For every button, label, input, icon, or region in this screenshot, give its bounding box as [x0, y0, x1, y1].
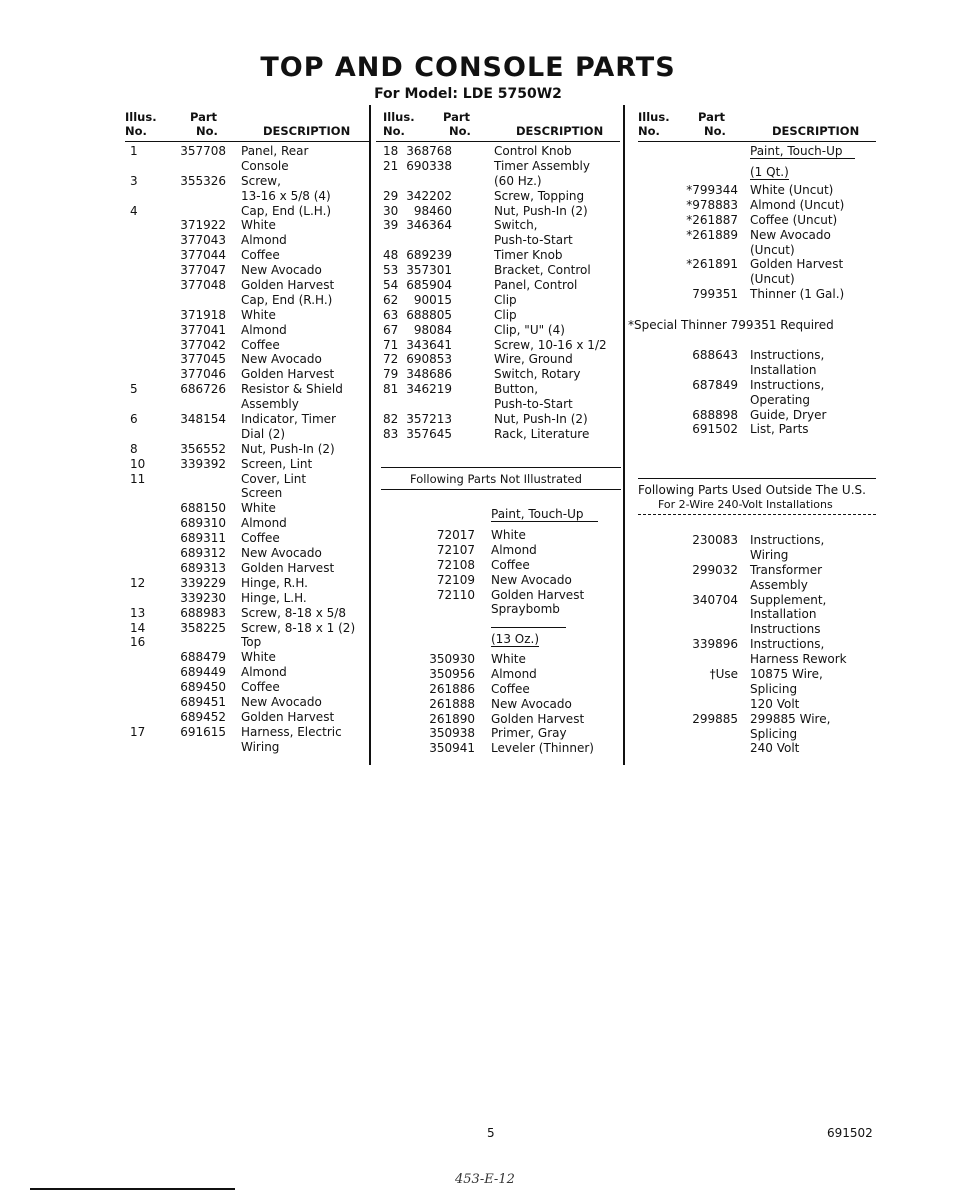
description: Assembly [750, 577, 808, 592]
illus-number: 54 [383, 278, 399, 293]
part-number: 340704 [692, 592, 738, 607]
part-number: 339230 [180, 590, 226, 605]
illus-number: 16 [130, 635, 146, 650]
part-number: †Use [709, 667, 738, 682]
description: Spraybomb [491, 602, 560, 617]
description: Push-to-Start [494, 397, 573, 412]
part-label: Part [443, 110, 471, 124]
illus-number: 81 [383, 382, 399, 397]
size-label: (13 Oz.) [491, 632, 540, 646]
part-number: 261890 [429, 711, 475, 726]
description: White [241, 650, 276, 665]
part-number: 357213 [406, 412, 452, 427]
description: New Avocado [241, 352, 322, 367]
description: 13-16 x 5/8 (4) [241, 188, 331, 203]
illus-number: 18 [383, 144, 399, 158]
illus-number: 63 [383, 307, 399, 322]
description: Wire, Ground [494, 352, 573, 367]
part-number: 371922 [180, 218, 226, 233]
part-number: 689310 [180, 516, 226, 531]
description: Rack, Literature [494, 426, 590, 441]
illus-number: 4 [130, 203, 138, 218]
part-number: 689450 [180, 680, 226, 695]
description: Screw, [241, 173, 281, 188]
part-number: 377046 [180, 367, 226, 382]
part-number: *978883 [686, 197, 738, 212]
description: Cap, End (R.H.) [241, 292, 333, 307]
section-rule [381, 467, 621, 468]
illus-number: 62 [383, 292, 399, 307]
description: Harness Rework [750, 652, 847, 667]
part-number: 350938 [429, 726, 475, 741]
part-number: 691615 [180, 724, 226, 739]
description: Almond [491, 666, 537, 681]
part-number: 799351 [692, 287, 738, 302]
part-number: 685904 [406, 278, 452, 293]
part-number: 377043 [180, 233, 226, 248]
page-title: TOP AND CONSOLE PARTS [260, 52, 676, 83]
illus-number: 48 [383, 248, 399, 263]
description: Golden Harvest [491, 587, 585, 602]
description: Almond [241, 665, 287, 680]
description: Almond (Uncut) [750, 197, 845, 212]
illus-number: 17 [130, 724, 146, 739]
not-illustrated-heading: Following Parts Not Illustrated [410, 472, 582, 486]
description: Almond [491, 542, 537, 557]
part-number: 377048 [180, 278, 226, 293]
description-header: DESCRIPTION [772, 124, 860, 138]
description: Installation [750, 362, 817, 377]
header-rule [125, 141, 370, 142]
column-divider [369, 105, 371, 765]
part-number: 688898 [692, 407, 738, 422]
part-number: 350956 [429, 666, 475, 681]
illus-header [638, 110, 670, 138]
description: Switch, [494, 218, 538, 233]
no-label: No. [704, 124, 726, 138]
description: Primer, Gray [491, 726, 567, 741]
part-number: 72017 [436, 528, 475, 542]
part-number: 689239 [406, 248, 452, 263]
description: Thinner (1 Gal.) [750, 287, 845, 302]
description: New Avocado [241, 263, 322, 278]
no-label: No. [125, 124, 147, 138]
description: List, Parts [750, 422, 809, 437]
part-number: 688805 [406, 307, 452, 322]
part-number: 691502 [692, 422, 738, 437]
part-number: 689313 [180, 560, 226, 575]
part-number: *261887 [686, 212, 738, 227]
description: Push-to-Start [494, 233, 573, 248]
description: Golden Harvest [491, 711, 585, 726]
model-subtitle: For Model: LDE 5750W2 [374, 86, 562, 102]
part-number: *261891 [686, 257, 738, 272]
no-label: No. [449, 124, 471, 138]
part-number: 687849 [692, 377, 738, 392]
description: Timer Knob [494, 248, 563, 263]
part-number: 90015 [413, 292, 452, 307]
illus-label: Illus. [125, 110, 157, 124]
description: Hinge, L.H. [241, 590, 307, 605]
illus-number: 72 [383, 352, 399, 367]
part-header [443, 110, 471, 138]
special-thinner-note: *Special Thinner 799351 Required [628, 318, 834, 332]
description: Leveler (Thinner) [491, 741, 594, 756]
part-number: 355326 [180, 173, 226, 188]
illus-header [383, 110, 415, 138]
header-rule [638, 141, 876, 142]
part-number: 357301 [406, 263, 452, 278]
description: New Avocado [491, 572, 572, 587]
description: Hinge, R.H. [241, 575, 308, 590]
illus-number: 67 [383, 322, 399, 337]
description: Clip, "U" (4) [494, 322, 565, 337]
illus-number: 8 [130, 441, 138, 456]
illus-number: 83 [383, 426, 399, 441]
description: White [491, 652, 526, 666]
part-number: *799344 [686, 183, 738, 197]
section-rule [638, 478, 876, 479]
description: Top [241, 635, 262, 650]
section-rule [491, 627, 566, 628]
description: 10875 Wire, [750, 667, 823, 682]
part-header [190, 110, 218, 138]
description: (Uncut) [750, 272, 795, 287]
description: White [241, 307, 276, 322]
illus-label: Illus. [383, 110, 415, 124]
column-divider [623, 105, 625, 765]
part-number: *261889 [686, 227, 738, 242]
page-number: 5 [487, 1126, 495, 1140]
description: New Avocado [241, 694, 322, 709]
description: Clip [494, 292, 517, 307]
illus-number: 12 [130, 575, 146, 590]
description: Almond [241, 233, 287, 248]
part-number: 339229 [180, 575, 226, 590]
description: Wiring [241, 739, 280, 754]
part-number: 350941 [429, 741, 475, 756]
part-number: 261888 [429, 696, 475, 711]
part-number: 339392 [180, 456, 226, 471]
illus-number: 11 [130, 471, 146, 486]
description: Nut, Push-In (2) [494, 412, 588, 427]
handwritten-note: 453-E-12 [455, 1172, 515, 1187]
description: Nut, Push-In (2) [494, 203, 588, 218]
description: Screw, Topping [494, 188, 585, 203]
part-number: 377045 [180, 352, 226, 367]
description: Control Knob [494, 144, 572, 158]
description: Almond [241, 322, 287, 337]
description: Panel, Rear [241, 144, 309, 158]
description: Clip [494, 307, 517, 322]
part-label: Part [190, 110, 218, 124]
size-label: (1 Qt.) [750, 165, 789, 179]
description: (Uncut) [750, 242, 795, 257]
part-number: 689451 [180, 694, 226, 709]
part-number: 377042 [180, 337, 226, 352]
description: Instructions, [750, 533, 825, 547]
illus-number: 5 [130, 382, 138, 397]
description: Cover, Lint [241, 471, 307, 486]
description: Nut, Push-In (2) [241, 441, 335, 456]
illus-number: 30 [383, 203, 399, 218]
part-number: 357645 [406, 426, 452, 441]
description: Golden Harvest [241, 709, 335, 724]
part-number: 342202 [406, 188, 452, 203]
description: 299885 Wire, [750, 711, 831, 726]
illus-number: 21 [383, 158, 399, 173]
description: Golden Harvest [750, 257, 844, 272]
description: White [241, 501, 276, 516]
no-label: No. [196, 124, 218, 138]
part-number: 346219 [406, 382, 452, 397]
part-number: 348686 [406, 367, 452, 382]
section-rule [638, 514, 876, 516]
outside-us-subheading: For 2-Wire 240-Volt Installations [658, 498, 833, 511]
description: Console [241, 158, 289, 173]
document-number: 691502 [827, 1126, 873, 1140]
part-number: 348154 [180, 412, 226, 427]
paint-label: Paint, Touch-Up [750, 144, 855, 159]
description: Installation [750, 607, 817, 622]
description: Coffee [241, 248, 280, 263]
description: Splicing [750, 726, 798, 741]
part-number: 689452 [180, 709, 226, 724]
description: 120 Volt [750, 696, 800, 711]
part-label: Part [698, 110, 726, 124]
part-number: 377044 [180, 248, 226, 263]
description: Bracket, Control [494, 263, 591, 278]
part-number: 72108 [436, 557, 475, 572]
description: Screen, Lint [241, 456, 313, 471]
description: Operating [750, 392, 810, 407]
description: Golden Harvest [241, 278, 335, 293]
part-number: 688643 [692, 348, 738, 362]
description-header: DESCRIPTION [516, 124, 604, 138]
part-number: 688479 [180, 650, 226, 665]
description: Screw, 10-16 x 1/2 [494, 337, 607, 352]
no-label: No. [383, 124, 405, 138]
illus-number: 53 [383, 263, 399, 278]
description: White [241, 218, 276, 233]
part-number: 339896 [692, 637, 738, 652]
description: Screw, 8-18 x 5/8 [241, 605, 346, 620]
part-number: 299885 [692, 711, 738, 726]
illus-label: Illus. [638, 110, 670, 124]
bottom-rule [30, 1188, 235, 1190]
part-number: 356552 [180, 441, 226, 456]
part-number: 357708 [180, 144, 226, 158]
part-number: 343641 [406, 337, 452, 352]
description: Resistor & Shield [241, 382, 343, 397]
part-number: 686726 [180, 382, 226, 397]
part-number: 377047 [180, 263, 226, 278]
description: Coffee [241, 531, 280, 546]
description: Assembly [241, 397, 299, 412]
part-number: 689312 [180, 546, 226, 561]
description: Dial (2) [241, 426, 286, 441]
part-number: 350930 [429, 652, 475, 666]
part-number: 690338 [406, 158, 452, 173]
paint-label: Paint, Touch-Up [491, 507, 598, 522]
part-number: 358225 [180, 620, 226, 635]
description: Panel, Control [494, 278, 578, 293]
description: Coffee [491, 557, 530, 572]
illus-number: 6 [130, 412, 138, 427]
part-number: 688150 [180, 501, 226, 516]
part-number: 346364 [406, 218, 452, 233]
description: New Avocado [491, 696, 572, 711]
description: New Avocado [750, 227, 831, 242]
part-number: 689311 [180, 531, 226, 546]
description: Instructions, [750, 637, 825, 652]
no-label: No. [638, 124, 660, 138]
illus-number: 3 [130, 173, 138, 188]
description: White (Uncut) [750, 183, 834, 197]
description: Button, [494, 382, 539, 397]
outside-us-heading: Following Parts Used Outside The U.S. [638, 483, 866, 497]
description: 240 Volt [750, 741, 800, 756]
part-number: 72110 [436, 587, 475, 602]
section-rule [381, 489, 621, 490]
illus-number: 79 [383, 367, 399, 382]
part-number: 261886 [429, 681, 475, 696]
illus-number: 82 [383, 412, 399, 427]
description: Almond [241, 516, 287, 531]
part-number: 98460 [413, 203, 452, 218]
description: Instructions, [750, 348, 825, 362]
illus-header [125, 110, 157, 138]
description: Golden Harvest [241, 367, 335, 382]
part-number: 72107 [436, 542, 475, 557]
header-rule [376, 141, 620, 142]
description: Indicator, Timer [241, 412, 336, 427]
description: Screw, 8-18 x 1 (2) [241, 620, 356, 635]
illus-number: 71 [383, 337, 399, 352]
part-number: 230083 [692, 533, 738, 547]
description-header: DESCRIPTION [263, 124, 351, 138]
part-header [698, 110, 726, 138]
description: Harness, Electric [241, 724, 342, 739]
description: (60 Hz.) [494, 173, 542, 188]
description: Transformer [750, 562, 823, 577]
description: Coffee [241, 680, 280, 695]
description: Wiring [750, 547, 789, 562]
part-number: 98084 [413, 322, 452, 337]
description: Guide, Dryer [750, 407, 827, 422]
description: Coffee (Uncut) [750, 212, 838, 227]
part-number: 690853 [406, 352, 452, 367]
part-number: 371918 [180, 307, 226, 322]
description: New Avocado [241, 546, 322, 561]
part-number: 299032 [692, 562, 738, 577]
part-number: 377041 [180, 322, 226, 337]
part-number: 368768 [406, 144, 452, 158]
illus-number: 1 [130, 144, 138, 158]
description: Cap, End (L.H.) [241, 203, 332, 218]
part-number: 688983 [180, 605, 226, 620]
description: Splicing [750, 681, 798, 696]
illus-number: 39 [383, 218, 399, 233]
illus-number: 29 [383, 188, 399, 203]
part-number: 72109 [436, 572, 475, 587]
description: White [491, 528, 526, 542]
description: Supplement, [750, 592, 827, 607]
description: Screen [241, 486, 283, 501]
description: Instructions [750, 622, 821, 637]
description: Switch, Rotary [494, 367, 581, 382]
description: Timer Assembly [494, 158, 590, 173]
illus-number: 14 [130, 620, 146, 635]
description: Coffee [491, 681, 530, 696]
description: Golden Harvest [241, 560, 335, 575]
illus-number: 13 [130, 605, 146, 620]
description: Instructions, [750, 377, 825, 392]
illus-number: 10 [130, 456, 146, 471]
part-number: 689449 [180, 665, 226, 680]
description: Coffee [241, 337, 280, 352]
